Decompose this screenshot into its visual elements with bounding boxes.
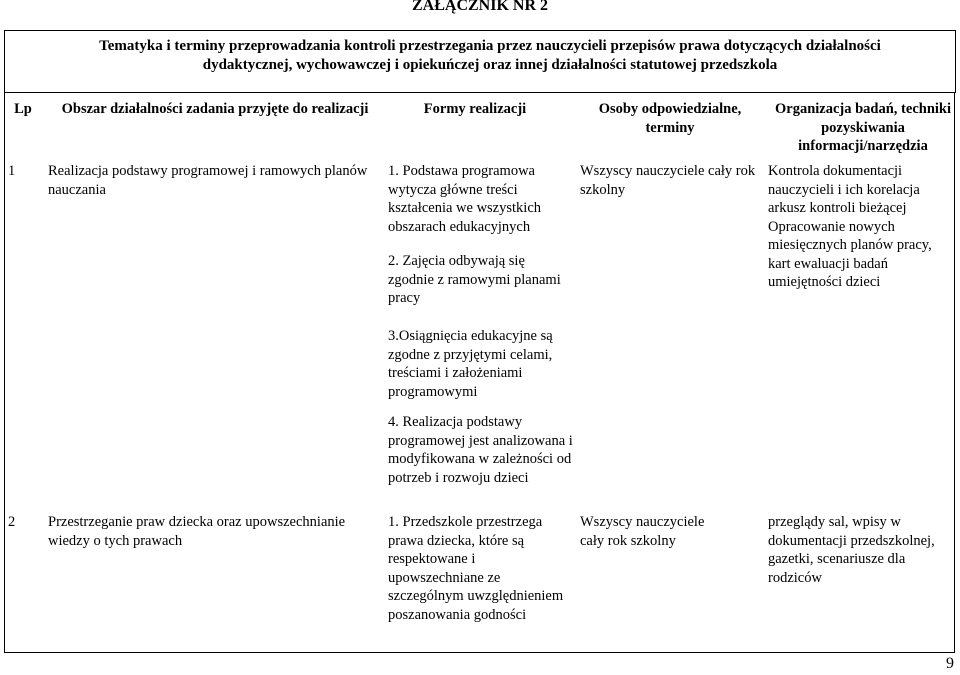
document-subtitle: Tematyka i terminy przeprowadzania kontroli przestrzegania przez nauczycieli przepisów prawa dotyczących działalności dydaktycznej, wychowawczej i opiekuńczej oraz innej działalności statutowej przedszkola [99,38,881,73]
row-1-forms-2: 2. Zajęcia odbywają się zgodnie z ramowymi planami pracy [388,253,561,306]
attachment-title: ZAŁĄCZNIK NR 2 [411,0,548,14]
header-area: Obszar działalności zadania przyjęte do realizacji [61,101,369,117]
table-right-border [954,92,955,652]
row-1-organization: Kontrola dokumentacji nauczycieli i ich korelacja arkusz kontroli bieżącej Opracowanie nowych miesięcznych planów pracy, kart ewaluacji badań umiejętności dzieci [768,163,932,290]
page-number: 9 [946,655,954,672]
row-2-organization: przeglądy sal, wpisy w dokumentacji przedszkolnej, gazetki, scenariusze dla rodziców [768,514,935,586]
row-1-persons: Wszyscy nauczyciele cały rok szkolny [580,163,756,198]
row-2-forms-1: 1. Przedszkole przestrzega prawa dziecka, które są respektowane i upowszechniane ze szczególnym uwzględnieniem poszanowania godności [388,514,564,623]
table-left-border [4,92,5,652]
header-persons: Osoby odpowiedzialne, terminy [598,101,742,136]
row-1-forms-3: 3.Osiągnięcia edukacyjne są zgodne z przyjętymi celami, treściami i założeniami programowymi [388,328,553,400]
row-1-area: Realizacja podstawy programowej i ramowych planów nauczania [48,163,368,198]
row-1-forms-1: 1. Podstawa programowa wytycza główne treści kształcenia we wszystkich obszarach edukacyjnych [388,163,542,235]
row-2-lp: 2 [8,514,16,530]
table-bottom-border [4,652,955,653]
row-1-forms-4: 4. Realizacja podstawy programowej jest analizowana i modyfikowana w zależności od potrzeb i rozwoju dzieci [388,414,573,486]
row-1-lp: 1 [8,163,16,179]
row-2-persons: Wszyscy nauczyciele cały rok szkolny [580,514,705,549]
header-forms: Formy realizacji [423,101,527,117]
header-organization: Organizacja badań, techniki pozyskiwania informacji/narzędzia [774,101,952,154]
row-2-area: Przestrzeganie praw dziecka oraz upowszechnianie wiedzy o tych prawach [48,514,346,549]
table-top-border [4,92,955,93]
header-lp: Lp [14,101,32,117]
